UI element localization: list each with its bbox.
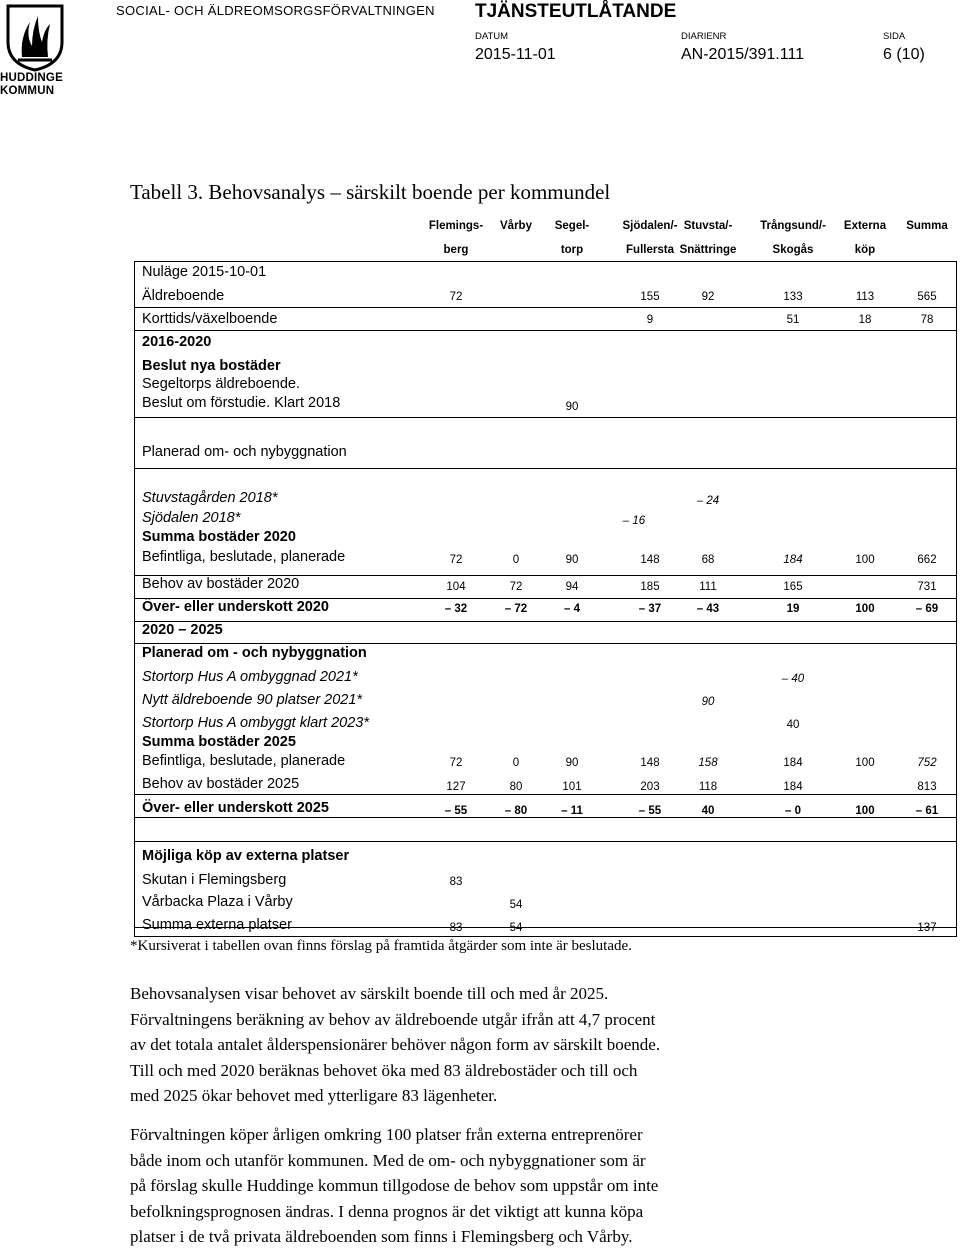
col-header: Skogås <box>772 244 814 256</box>
col-header: Stuvsta/- <box>683 220 733 232</box>
cell: 0 <box>512 757 520 769</box>
table-title: Tabell 3. Behovsanalys – särskilt boende per kommundel <box>130 180 611 204</box>
cell: 92 <box>701 291 715 303</box>
row-nytt: Nytt äldreboende 90 platser 2021* <box>142 692 363 708</box>
col-header: Summa <box>906 220 948 232</box>
cell: 54 <box>509 922 523 934</box>
cell: 111 <box>699 581 717 593</box>
row-skutan: Skutan i Flemingsberg <box>142 872 287 888</box>
cell: 100 <box>855 554 875 566</box>
cell: 100 <box>855 603 875 615</box>
cell: 813 <box>917 781 937 793</box>
row-stortorp-2: Stortorp Hus A ombyggt klart 2023* <box>142 715 370 731</box>
paragraph-1 <box>130 981 930 1109</box>
paragraph-line: av det totala antalet ålderspensionärer behöver någon form av särskilt boende. <box>130 1035 661 1054</box>
col-header: Flemings- <box>428 220 484 232</box>
cell: 18 <box>858 314 872 326</box>
cell: 133 <box>783 291 803 303</box>
cell: 100 <box>855 805 875 817</box>
cell: 19 <box>786 603 800 615</box>
cell: 113 <box>855 291 875 303</box>
cell: 148 <box>640 757 660 769</box>
cell: 80 <box>509 781 523 793</box>
page-label: SIDA <box>883 31 906 42</box>
document-type: TJÄNSTEUTLÅTANDE <box>475 1 677 22</box>
row-planerad-1: Planerad om- och nybyggnation <box>142 444 347 460</box>
row-befintliga-2025: Befintliga, beslutade, planerade <box>142 753 346 769</box>
cell: 731 <box>917 581 937 593</box>
cell: 72 <box>509 581 523 593</box>
cell: – 24 <box>696 495 720 507</box>
cell: 54 <box>509 899 523 911</box>
footnote: *Kursiverat i tabellen ovan finns förslag på framtida åtgärder som inte är beslutade. <box>130 938 632 954</box>
paragraph-line: med 2025 ökar behovet med ytterligare 83 lägenheter. <box>130 1086 498 1105</box>
cell: 148 <box>640 554 660 566</box>
row-beslut-nya: Beslut nya bostäder <box>142 358 281 374</box>
cell: 9 <box>646 314 654 326</box>
row-segeltorp-2: Beslut om förstudie. Klart 2018 <box>142 395 341 411</box>
row-segeltorp-1: Segeltorps äldreboende. <box>142 376 301 392</box>
col-header: köp <box>854 244 876 256</box>
cell: 184 <box>783 781 803 793</box>
row-summa-2025: Summa bostäder 2025 <box>142 734 296 750</box>
cell: 90 <box>701 696 715 708</box>
cell: 83 <box>449 922 463 934</box>
row-period-2020-2025: 2020 – 2025 <box>142 622 223 638</box>
cell: 184 <box>783 554 803 566</box>
cell: – 32 <box>444 603 468 615</box>
paragraph-line: både inom och utanför kommunen. Med de om- och nybyggnationer som är <box>130 1150 646 1170</box>
cell: 565 <box>917 291 937 303</box>
row-korttids-label: Korttids/växelboende <box>142 311 278 327</box>
cell: 72 <box>449 291 463 303</box>
cell: – 72 <box>504 603 528 615</box>
cell: 127 <box>446 781 466 793</box>
cell: 662 <box>917 554 937 566</box>
cell: 90 <box>565 554 579 566</box>
paragraph-2 <box>130 1122 930 1250</box>
cell: 185 <box>640 581 660 593</box>
row-period-2016-2020: 2016-2020 <box>142 334 212 350</box>
row-summa-2020: Summa bostäder 2020 <box>142 529 296 545</box>
cell: 90 <box>565 757 579 769</box>
row-varbacka: Vårbacka Plaza i Vårby <box>142 894 293 910</box>
cell: 137 <box>917 922 937 934</box>
cell: 101 <box>562 781 582 793</box>
diarie-value: AN-2015/391.111 <box>681 46 805 63</box>
cell: – 40 <box>781 673 805 685</box>
row-nulage: Nuläge 2015-10-01 <box>142 264 267 280</box>
cell: 752 <box>917 757 937 769</box>
logo-line-1: HUDDINGE <box>0 72 63 84</box>
diarie-label: DIARIENR <box>681 31 727 42</box>
col-header: Vårby <box>500 220 532 232</box>
row-aldreboende-label: Äldreboende <box>142 288 225 304</box>
paragraph-line: Förvaltningens beräkning av behov av äldreboende utgår ifrån att 4,7 procent <box>130 1009 656 1029</box>
row-mojliga: Möjliga köp av externa platser <box>142 848 350 864</box>
date-value: 2015-11-01 <box>475 46 556 63</box>
cell: 100 <box>855 757 875 769</box>
row-stuvstagarden: Stuvstagården 2018* <box>142 490 278 506</box>
row-summa-ext: Summa externa platser <box>142 917 292 933</box>
cell: 40 <box>786 719 800 731</box>
cell: – 69 <box>915 603 939 615</box>
cell: – 43 <box>696 603 720 615</box>
cell: 104 <box>446 581 466 593</box>
cell: 94 <box>565 581 579 593</box>
cell: – 16 <box>622 515 646 527</box>
paragraph-line: Till och med 2020 beräknas behovet öka med 83 äldrebostäder och till och <box>130 1060 638 1080</box>
cell: 90 <box>565 401 579 413</box>
cell: 68 <box>701 554 715 566</box>
logo-line-2: KOMMUN <box>0 85 55 97</box>
row-stortorp-1: Stortorp Hus A ombyggnad 2021* <box>142 669 358 685</box>
col-header: Segel- <box>554 220 590 232</box>
date-label: DATUM <box>475 31 509 42</box>
cell: 40 <box>701 805 715 817</box>
cell: – 80 <box>504 805 528 817</box>
cell: 51 <box>786 314 800 326</box>
paragraph-line: Förvaltningen köper årligen omkring 100 platser från externa entreprenörer <box>130 1125 643 1144</box>
paragraph-line: befolkningsprognosen ändras. I denna prognos är det viktigt att kunna köpa <box>130 1201 644 1221</box>
row-over-2025: Över- eller underskott 2025 <box>142 800 329 816</box>
row-sjodalen: Sjödalen 2018* <box>142 510 241 526</box>
cell: 118 <box>698 781 718 793</box>
row-behov-2025: Behov av bostäder 2025 <box>142 776 300 792</box>
row-planerad-2: Planerad om - och nybyggnation <box>142 645 367 661</box>
cell: – 55 <box>444 805 468 817</box>
cell: 203 <box>640 781 660 793</box>
col-header: Trångsund/- <box>760 220 826 232</box>
department-name: SOCIAL- OCH ÄLDREOMSORGSFÖRVALTNINGEN <box>116 3 435 18</box>
col-header: Fullersta <box>626 244 674 256</box>
cell: – 0 <box>785 805 801 817</box>
cell: 72 <box>449 757 463 769</box>
col-header: berg <box>443 244 469 256</box>
cell: – 61 <box>915 805 939 817</box>
cell: 165 <box>783 581 803 593</box>
cell: 155 <box>640 291 660 303</box>
col-header: Sjödalen/- <box>622 220 678 232</box>
cell: 184 <box>783 757 803 769</box>
cell: – 37 <box>638 603 662 615</box>
cell: 78 <box>920 314 934 326</box>
row-over-2020: Över- eller underskott 2020 <box>142 599 329 615</box>
cell: 0 <box>512 554 520 566</box>
cell: 83 <box>449 876 463 888</box>
logo-text <box>0 72 70 98</box>
cell: – 4 <box>564 603 580 615</box>
paragraph-line: platser i de två privata äldreboenden som finns i Flemingsberg och Vårby. <box>130 1227 633 1246</box>
row-behov-2020: Behov av bostäder 2020 <box>142 576 300 592</box>
row-befintliga-2020: Befintliga, beslutade, planerade <box>142 549 346 565</box>
cell: 158 <box>698 757 718 769</box>
paragraph-line: på förslag skulle Huddinge kommun tillgodose de behov som uppstår om inte <box>130 1176 659 1195</box>
cell: – 11 <box>561 805 583 817</box>
col-header: Snättringe <box>679 244 737 256</box>
cell: – 55 <box>638 805 662 817</box>
col-header: torp <box>560 244 584 256</box>
cell: 72 <box>449 554 463 566</box>
col-header: Externa <box>843 220 887 232</box>
page-number: 6 (10) <box>883 46 925 63</box>
paragraph-line: Behovsanalysen visar behovet av särskilt boende till och med år 2025. <box>130 984 609 1003</box>
